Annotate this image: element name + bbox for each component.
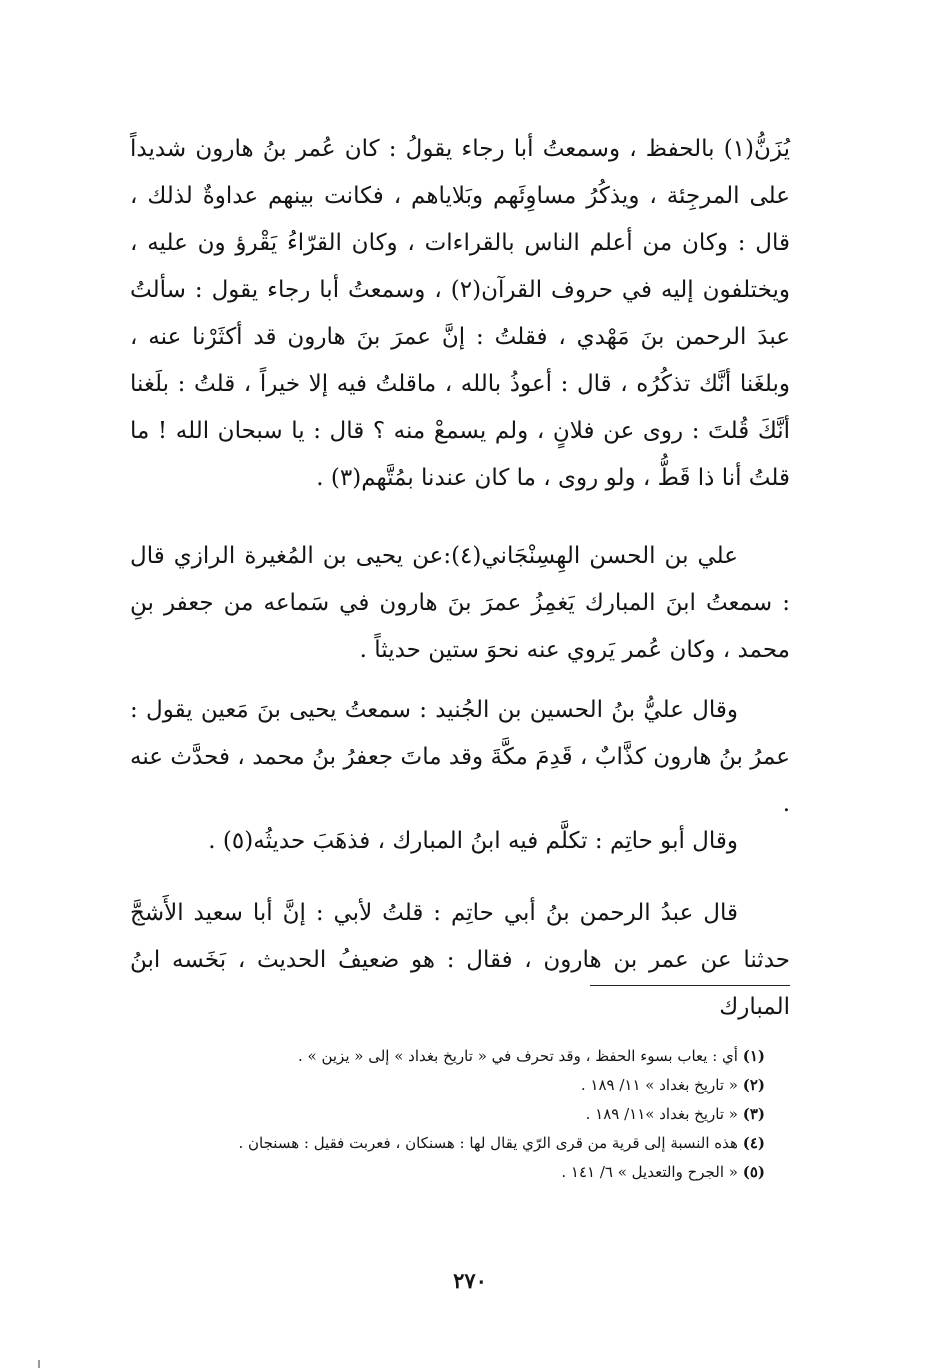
paragraph-3: وقال عليُّ بنُ الحسين بن الجُنيد : سمعتُ يحيى بنَ مَعين يقول : عمرُ بنُ هارون كذَّابٌ ، قَدِمَ مكَّةَ وقد ماتَ جعفرُ بنُ محمد ، فحدَّث عنه .	[130, 697, 790, 817]
footnotes-section	[135, 1042, 765, 1187]
footnote-divider	[590, 985, 790, 986]
paragraph-5: قال عبدُ الرحمن بنُ أبي حاتِم : قلتُ لأبي : إنَّ أبا سعيد الأَشجَّ حدثنا عن عمر بن هارون ، فقال : هو ضعيفُ الحديث ، بَخَسه ابنُ المبارك	[130, 900, 790, 1020]
footnote-text: « تاريخ بغداد »١١/ ١٨٩ .	[585, 1105, 738, 1123]
footnote-3	[135, 1100, 765, 1129]
footnote-text: « الجرح والتعديل » ٦/ ١٤١ .	[561, 1163, 738, 1181]
paragraph-2: علي بن الحسن الهِسِنْجَاني(٤):عن يحيى بن المُغيرة الرازي قال : سمعتُ ابنَ المبارك يَغمِزُ عمرَ بنَ هارون في سَماعه من جعفر بنِ محمد ، وكان عُمر يَروي عنه نحوَ ستين حديثاً .	[130, 543, 790, 663]
footnote-number: (٤)	[742, 1134, 765, 1152]
footnote-number: (٢)	[742, 1076, 765, 1094]
footnote-number: (٥)	[742, 1163, 765, 1181]
footnote-1	[135, 1042, 765, 1071]
footnote-5	[135, 1158, 765, 1187]
footnote-text: أي : يعاب بسوء الحفظ ، وقد تحرف في « تاريخ بغداد » إلى « يزين » .	[297, 1047, 738, 1065]
footnote-text: هذه النسبة إلى قرية من قرى الرّي يقال لها : هسنكان ، فعربت فقيل : هسنجان .	[238, 1134, 738, 1152]
scan-mark	[38, 1360, 40, 1368]
footnote-4	[135, 1129, 765, 1158]
footnote-2	[135, 1071, 765, 1100]
page-number: ٢٧٠	[453, 1268, 487, 1293]
footnote-text: « تاريخ بغداد » ١١/ ١٨٩ .	[580, 1076, 738, 1094]
paragraph-1: يُزَنُّ(١) بالحفظ ، وسمعتُ أبا رجاء يقولُ : كان عُمر بنُ هارون شديداً على المرجِئة ، ويذكُرُ مساوِئَهم وبَلاياهم ، فكانت بينهم عداوةٌ لذلك ، قال : وكان من أعلم الناس بالقراءات ، وكان القرّاءُ يَقْرؤ ون عليه ، ويختلفون إليه في حروف القرآن(٢) ، وسمعتُ أبا رجاء يقول : سألتُ عبدَ الرحمن بنَ مَهْدي ، فقلتُ : إنَّ عمرَ بنَ هارون قد أكثَرْنا عنه ، وبلغَنا أنَّك تذكُرُه ، قال : أعوذُ بالله ، ماقلتُ فيه إلا خيراً ، قلتُ : بلَغنا أنَّكَ قُلتَ : روى عن فلانٍ ، ولم يسمعْ منه ؟ قال : يا سبحان الله ! ما قلتُ أنا ذا قَطُّ ، ولو روى ، ما كان عندنا بمُتَّهم(٣) .	[130, 136, 790, 491]
paragraph-4: وقال أبو حاتِم : تكلَّم فيه ابنُ المبارك ، فذهَبَ حديثُه(٥) .	[208, 828, 738, 854]
footnote-number: (١)	[742, 1047, 765, 1065]
footnote-number: (٣)	[742, 1105, 765, 1123]
